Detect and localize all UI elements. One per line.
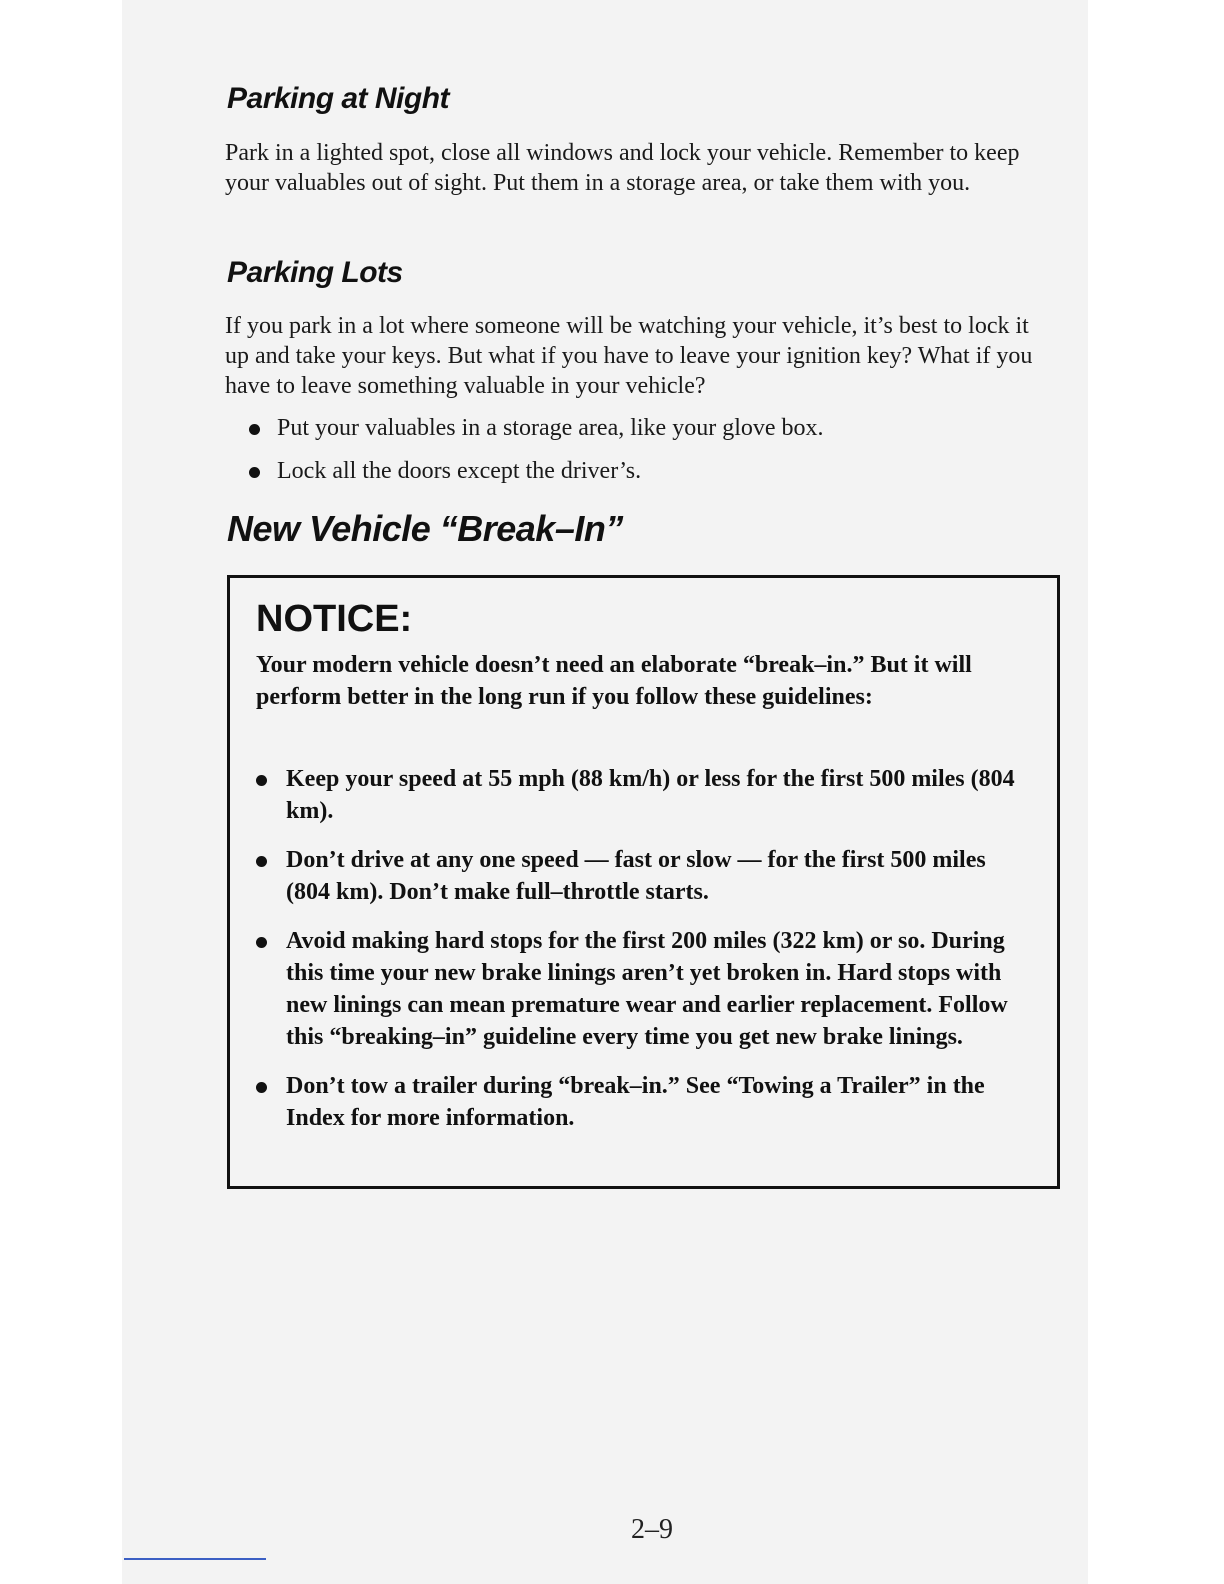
footer-rule (124, 1558, 266, 1560)
bullet-icon (256, 775, 267, 786)
list-item-text: Avoid making hard stops for the first 200 miles (322 km) or so. During this time your new brake linings aren’t yet broken in. Hard stops with new linings can mean premature wear and earlier replacement. Follow this “breaking–in” guideline every time you get new brake linings. (286, 928, 1008, 1050)
notice-title: NOTICE: (256, 598, 413, 640)
list-item-text: Put your valuables in a storage area, like your glove box. (277, 415, 824, 441)
page-number: 2–9 (631, 1514, 673, 1545)
list-item (256, 1070, 1016, 1134)
list-item (247, 456, 1047, 486)
list-item-text: Keep your speed at 55 mph (88 km/h) or less for the first 500 miles (804 km). (286, 766, 1015, 824)
parking-lots-bullet-list (247, 413, 1047, 499)
list-item (247, 413, 1047, 443)
bullet-icon (256, 1082, 267, 1093)
notice-intro: Your modern vehicle doesn’t need an elaborate “break–in.” But it will perform better in the long run if you follow these guidelines: (256, 652, 972, 710)
list-item (256, 763, 1016, 827)
notice-box (227, 575, 1060, 1189)
list-item-text: Lock all the doors except the driver’s. (277, 458, 642, 484)
heading-parking-lots: Parking Lots (227, 256, 403, 289)
bullet-icon (256, 937, 267, 948)
list-item (256, 925, 1016, 1053)
bullet-icon (256, 856, 267, 867)
heading-parking-at-night: Parking at Night (227, 82, 450, 115)
notice-bullet-list (256, 763, 1016, 1151)
paragraph-parking-at-night: Park in a lighted spot, close all windows and lock your vehicle. Remember to keep your valuables out of sight. Put them in a storage area, or take them with you. (225, 140, 1020, 196)
paragraph-parking-lots: If you park in a lot where someone will be watching your vehicle, it’s best to lock it up and take your keys. But what if you have to leave your ignition key? What if you have to leave something valuable in your vehicle? (225, 313, 1033, 399)
list-item-text: Don’t drive at any one speed — fast or slow — for the first 500 miles (804 km). Don’t make full–throttle starts. (286, 847, 986, 905)
list-item (256, 844, 1016, 908)
heading-new-vehicle-break-in: New Vehicle “Break–In” (227, 508, 623, 549)
bullet-icon (249, 467, 260, 478)
bullet-icon (249, 424, 260, 435)
list-item-text: Don’t tow a trailer during “break–in.” See “Towing a Trailer” in the Index for more information. (286, 1073, 985, 1131)
